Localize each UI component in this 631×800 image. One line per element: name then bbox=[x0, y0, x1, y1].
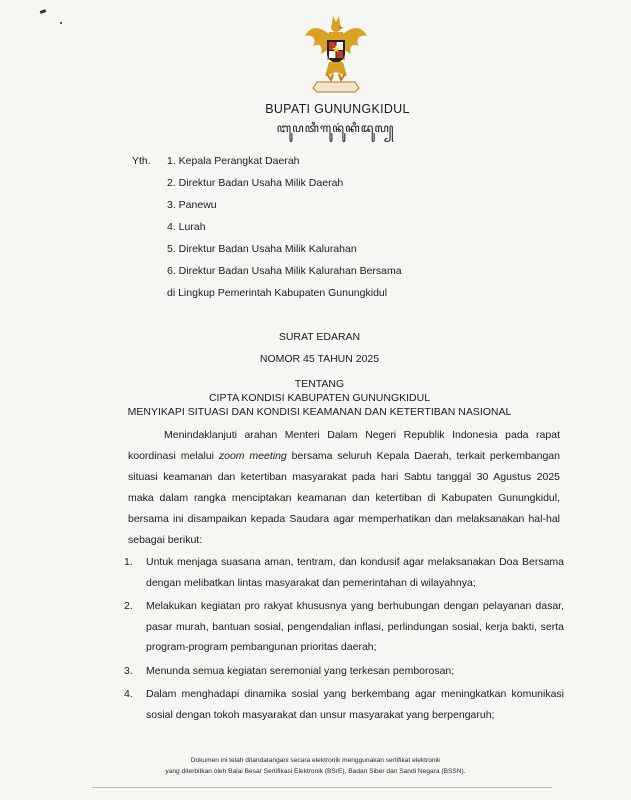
esign-notice: Dokumen ini telah ditandatangani secara elektronik menggunakan sertifikat elektronik bbox=[190, 757, 441, 764]
addressee-item: 2. Direktur Badan Usaha Milik Daerah bbox=[167, 177, 344, 189]
addressee-label: Yth. bbox=[132, 155, 151, 167]
issuer-title-javanese: ꦧꦸꦥꦠꦶꦒꦸꦤꦸꦁꦏꦶꦢꦸꦭ꧀ bbox=[276, 121, 395, 135]
addressee-item: 4. Lurah bbox=[167, 221, 206, 233]
letter-number: NOMOR 45 TAHUN 2025 bbox=[259, 353, 380, 365]
garuda-emblem-icon bbox=[303, 14, 369, 96]
list-item: 3. Menunda semua kegiatan seremonial yang terkesan pemborosan; bbox=[124, 664, 455, 677]
addressee-item: 5. Direktur Badan Usaha Milik Kalurahan bbox=[167, 243, 357, 255]
addressee-scope: di Lingkup Pemerintah Kabupaten Gunungkidul bbox=[167, 287, 388, 299]
list-item: 1. Untuk menjaga suasana aman, tentram, dan kondusif agar melaksanakan Doa Bersama dengan melibatkan lintas masyarakat dan pemerintahan di wilayahnya; bbox=[124, 556, 564, 589]
list-item: 4. Dalam menghadapi dinamika sosial yang berkembang agar meningkatkan komunikasi sosial dengan tokoh masyarakat dan unsur masyarakat yang berpengaruh; bbox=[124, 688, 564, 721]
addressee-item: 6. Direktur Badan Usaha Milik Kalurahan Bersama bbox=[167, 265, 402, 277]
subject-line: MENYIKAPI SITUASI DAN KONDISI KEAMANAN DAN KETERTIBAN NASIONAL bbox=[127, 406, 512, 418]
footer-divider bbox=[92, 787, 552, 788]
intro-paragraph: Menindaklanjuti arahan Menteri Dalam Negeri Republik Indonesia pada rapat koordinasi melalui zoom meeting bersama seluruh Kepala Daerah, terkait perkembangan situasi keamanan dan ketertiban masyarakat pada hari Sabtu tanggal 30 Agustus 2025 maka dalam rangka menciptakan keamanan dan ketertiban di Kabupaten Gunungkidul, bersama ini disampaikan kepada Saudara agar memperhatikan dan melaksanakan hal-hal sebagai berikut: bbox=[128, 429, 560, 546]
list-item: 2. Melakukan kegiatan pro rakyat khususnya yang berhubungan dengan pelayanan dasar, pasar murah, bantuan sosial, pengendalian inflasi, perlindungan sosial, kerja bakti, serta program-program pembangunan prioritas daerah; bbox=[124, 600, 564, 653]
italic-term: zoom meeting bbox=[218, 450, 287, 462]
scan-speck bbox=[40, 9, 47, 14]
subject-line: CIPTA KONDISI KABUPATEN GUNUNGKIDUL bbox=[208, 392, 431, 404]
instruction-list bbox=[124, 552, 564, 728]
issuer-title: BUPATI GUNUNGKIDUL bbox=[265, 102, 410, 116]
about-label: TENTANG bbox=[294, 378, 345, 390]
addressee-item: 1. Kepala Perangkat Daerah bbox=[167, 155, 300, 167]
esign-notice: yang diterbitkan oleh Balai Besar Sertifikasi Elektronik (BSrE), Badan Siber dan Sandi Negara (BSSN). bbox=[165, 768, 466, 775]
addressee-item: 3. Panewu bbox=[167, 199, 217, 211]
letter-type: SURAT EDARAN bbox=[278, 331, 361, 343]
scan-speck bbox=[60, 22, 62, 24]
